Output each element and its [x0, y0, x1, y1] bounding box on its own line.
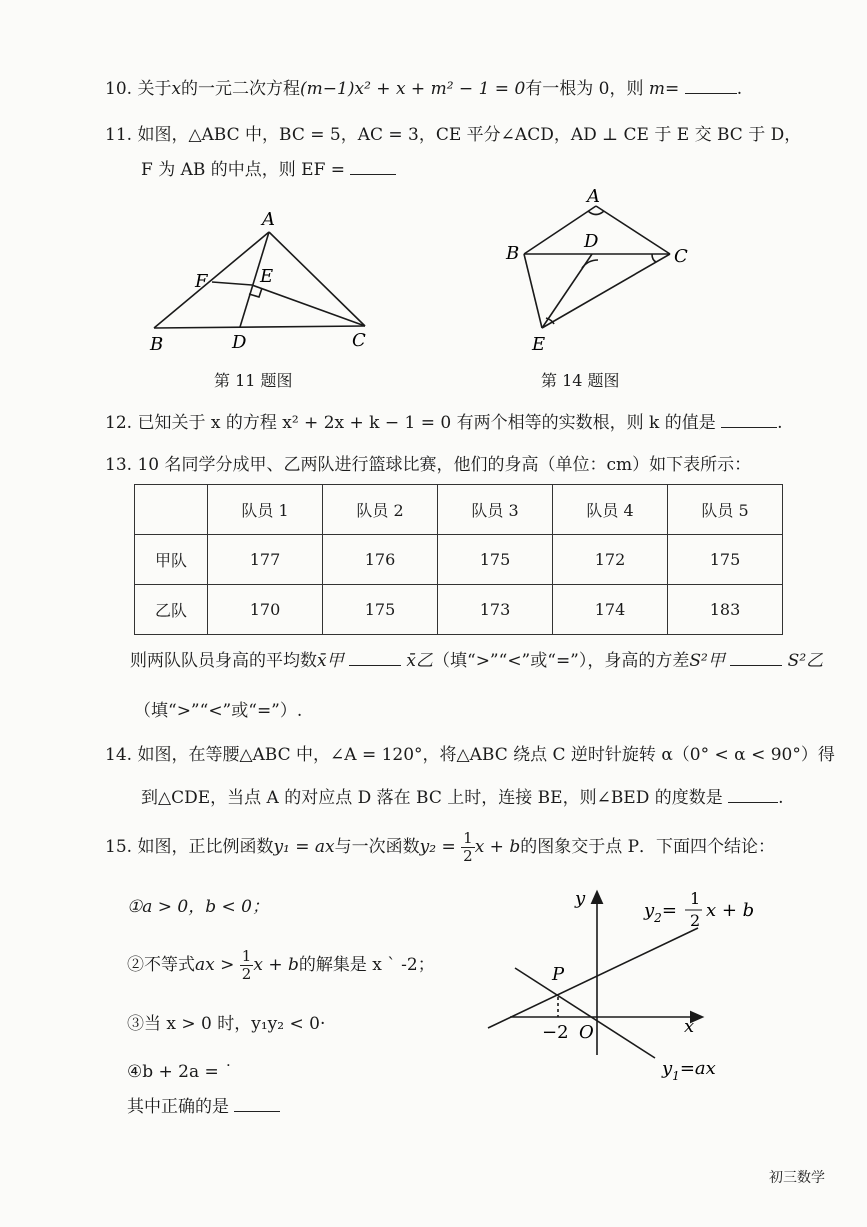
q10: 10. 关于x的一元二次方程(m−1)x² + x + m² − 1 = 0有一根为 0，则 m= .: [105, 79, 743, 99]
y-axis-label: y: [575, 888, 586, 909]
q15-conclusion-2: ②不等式ax > $\frac{1}{2}$ x + b的解集是 x ˋ -2；: [127, 947, 435, 983]
q15-c2-fraction: $\frac{1}{2}$: [241, 947, 252, 983]
fig14-segment-be: [524, 254, 542, 328]
fig11-segment-fe: [212, 282, 252, 285]
fig14-label-d: D: [584, 231, 599, 252]
figure-11: [140, 210, 390, 360]
x-axis-label: x: [684, 1016, 695, 1037]
q13-number: 13.: [105, 455, 133, 475]
q15-answer-blank[interactable]: [234, 1095, 280, 1112]
table-cell: 175: [668, 535, 783, 585]
fig14-caption: 第 14 题图: [541, 371, 620, 390]
team-name-cell: 甲队: [135, 535, 208, 585]
fig14-side-ac: [596, 206, 670, 254]
fig11-caption: 第 11 题图: [214, 371, 293, 390]
q15-conclusion-1: ①a > 0，b < 0；: [127, 897, 269, 917]
table-cell: 170: [208, 585, 323, 635]
q15-conclusion-3: ③当 x > 0 时，y₁y₂ < 0·: [127, 1014, 326, 1034]
y2-fraction-den: 2: [690, 911, 701, 930]
origin-label: O: [579, 1022, 594, 1043]
table-corner-cell: [135, 485, 208, 535]
fig11-side-ab: [154, 232, 269, 328]
team-name-cell: 乙队: [135, 585, 208, 635]
table-cell: 176: [323, 535, 438, 585]
q13: 13. 10 名同学分成甲、乙两队进行篮球比赛，他们的身高（单位：cm）如下表所示：: [105, 455, 752, 475]
table-header-cell: 队员 2: [323, 485, 438, 535]
y2-fraction-num: 1: [690, 889, 701, 908]
height-table: [134, 484, 783, 635]
fig14-label-a: A: [587, 186, 600, 207]
fig11-label-f: F: [195, 271, 208, 292]
figure-14: [500, 182, 700, 362]
q11-answer-blank[interactable]: [350, 158, 396, 175]
fig14-label-b: B: [506, 243, 520, 264]
q13-compare-line: 则两队队员身高的平均数x̄甲 x̄乙（填“>”“<”或“=”），身高的方差S²甲 S²乙: [130, 651, 824, 671]
table-header-cell: 队员 3: [438, 485, 553, 535]
q10-answer-blank[interactable]: [685, 77, 737, 94]
fig11-side-ac: [269, 232, 365, 326]
q15-number: 15.: [105, 837, 133, 857]
q12-number: 12.: [105, 413, 133, 433]
q13-variance-blank[interactable]: [730, 649, 782, 666]
q15-conclusion-4: ④b + 2a = ˙: [127, 1062, 233, 1082]
q15-answer-line: 其中正确的是: [127, 1095, 280, 1119]
q13-hint-line: （填“>”“<”或“=”）.: [134, 701, 303, 721]
table-header-cell: 队员 5: [668, 485, 783, 535]
fig14-segment-ce: [542, 254, 670, 328]
table-cell: 174: [553, 585, 668, 635]
q13-mean-blank[interactable]: [349, 649, 401, 666]
fig11-label-b: B: [150, 334, 164, 355]
table-cell: 175: [438, 535, 553, 585]
footer-subject: 初三数学: [769, 1170, 825, 1186]
q11-number: 11.: [105, 125, 133, 145]
q15-fraction: $\frac{1}{2}$: [463, 829, 473, 865]
fig11-label-c: C: [352, 330, 366, 351]
fig11-label-e: E: [260, 266, 274, 287]
y1-label: $y_1=ax$: [662, 1058, 716, 1083]
fig11-side-bc: [154, 326, 365, 328]
q10-equation: (m−1)x² + x + m² − 1 = 0: [300, 79, 526, 99]
fig14-label-e: E: [532, 334, 546, 355]
table-row: [135, 585, 783, 635]
y2-label: $y_2=$: [644, 900, 677, 925]
table-cell: 172: [553, 535, 668, 585]
fig11-label-d: D: [232, 332, 247, 353]
graph-15: [480, 880, 780, 1095]
q12: 12. 已知关于 x 的方程 x² + 2x + k − 1 = 0 有两个相等的实数根，则 k 的值是 .: [105, 413, 783, 433]
q15-intro: 15. 如图，正比例函数y₁ = ax与一次函数y₂ = $\frac{1}{2}$ x + b的图象交于点 P．下面四个结论：: [105, 829, 776, 865]
q14-line2: 到△CDE，当点 A 的对应点 D 落在 BC 上时，连接 BE，则∠BED 的度数是 .: [141, 788, 784, 808]
y2-label-rest: x + b: [706, 900, 755, 921]
fig14-label-c: C: [674, 246, 688, 267]
table-header-cell: 队员 4: [553, 485, 668, 535]
tick-label-neg2: −2: [542, 1022, 569, 1043]
q14-line1: 14. 如图，在等腰△ABC 中，∠A = 120°，将△ABC 绕点 C 逆时针旋转 α（0° < α < 90°）得: [105, 745, 835, 765]
table-cell: 183: [668, 585, 783, 635]
table-cell: 175: [323, 585, 438, 635]
q14-number: 14.: [105, 745, 133, 765]
fig14-angle-c-mark: [652, 254, 656, 262]
fig11-label-a: A: [262, 210, 275, 230]
table-header-row: [135, 485, 783, 535]
table-cell: 177: [208, 535, 323, 585]
q10-number: 10.: [105, 79, 133, 99]
table-row: [135, 535, 783, 585]
fig11-segment-ce: [252, 285, 365, 326]
table-cell: 173: [438, 585, 553, 635]
table-header-cell: 队员 1: [208, 485, 323, 535]
fig14-angle-a-mark: [588, 211, 604, 215]
q12-answer-blank[interactable]: [721, 411, 777, 428]
q11-line1: 11. 如图，△ABC 中，BC = 5，AC = 3，CE 平分∠ACD，AD ⊥ CE 于 E 交 BC 于 D，: [105, 125, 802, 145]
point-p-label: P: [552, 964, 565, 985]
line-y2: [488, 928, 698, 1028]
q11-line2: F 为 AB 的中点，则 EF =: [141, 158, 396, 182]
q14-answer-blank[interactable]: [728, 786, 778, 803]
